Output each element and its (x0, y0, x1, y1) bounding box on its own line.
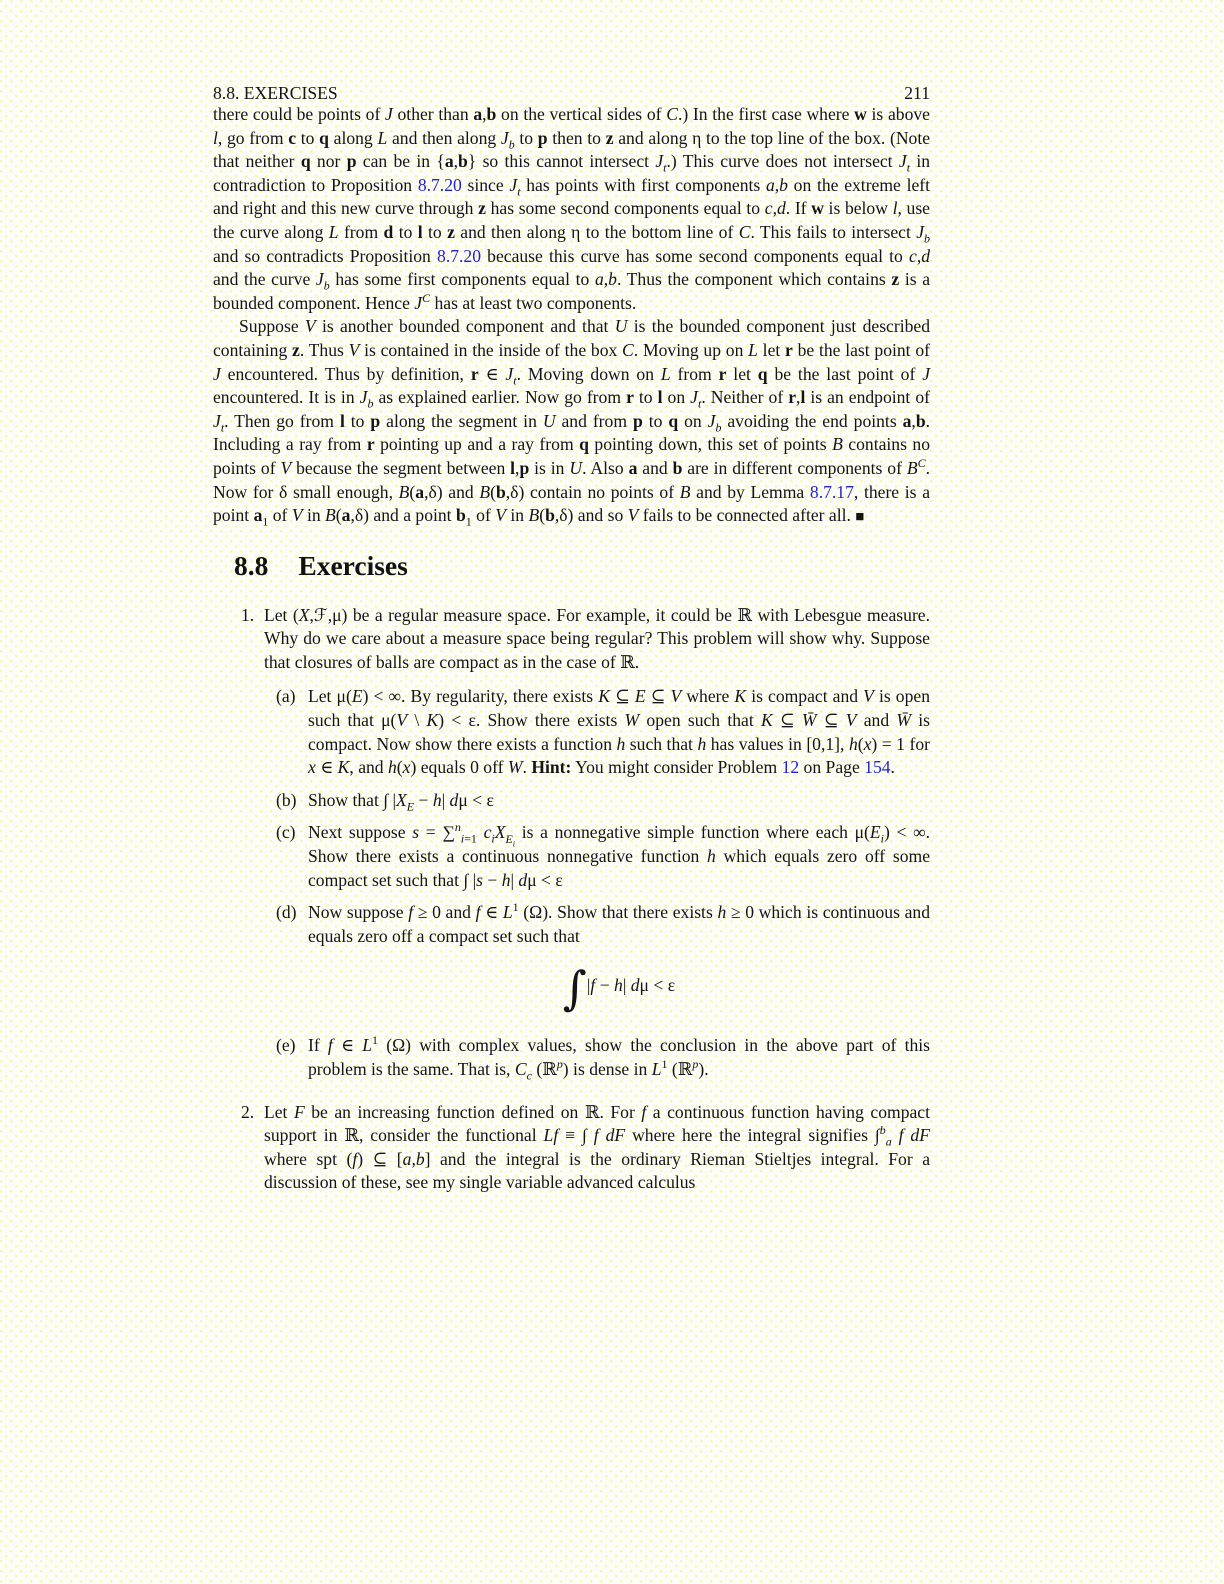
ref-proposition-8-7-20[interactable]: 8.7.20 (417, 174, 462, 195)
exercise-1-part-d (264, 901, 930, 1025)
text-column (213, 83, 930, 1195)
page-header (213, 83, 930, 103)
exercise-2-text: Let F be an increasing function defined on ℝ. For f a continuous function having compact support in ℝ, consider the functional Lf ≡ ∫ f dF where here the integral signifies ∫$^b_a$ f dF where spt (f) ⊆ [a,b] and the integral is the ordinary Rieman Stieltjes integral. For a discussion of these, see my single variable advanced calculus (264, 1101, 931, 1193)
exercise-1-part-b (264, 789, 930, 813)
part-a-text: Let μ(E) < ∞. By regularity, there exists K ⊆ E ⊆ V where K is compact and V is open such that μ(V \ K) < ε. Show there exists W open such that K ⊆ W̄ ⊆ V and W̄ is compact. Now show there exists a function h such that h has values in [0,1], h(x) = 1 for x ∈ K, and h(x) equals 0 off W. Hint: You might consider Problem 12 on Page 154. (308, 686, 930, 778)
exercise-1-part-e (264, 1034, 930, 1081)
part-d-label: (d) (276, 902, 297, 923)
part-a-label: (a) (276, 686, 296, 707)
section-number: 8.8 (234, 549, 269, 581)
exercise-1-number: 1. (241, 604, 255, 625)
exercise-1-part-c (264, 821, 930, 892)
integral-sign: ∫ (562, 961, 587, 1016)
ref-lemma-8-7-17[interactable]: 8.7.17 (809, 481, 854, 502)
exercise-1-part-a (264, 685, 930, 779)
exercise-item-1 (213, 604, 930, 1082)
page-number: 211 (904, 83, 930, 103)
ref-problem-12[interactable]: 12 (781, 757, 800, 778)
equation-body: |f − h| dμ < ε (586, 975, 676, 996)
exercise-2-number: 2. (241, 1101, 255, 1122)
ref-proposition-8-7-20-second[interactable]: 8.7.20 (437, 245, 481, 266)
exercise-1-intro: Let (X,ℱ,μ) be a regular measure space. For example, it could be ℝ with Lebesgue measure. Why do we care about a measure space being regular? This problem will show why. Suppose that closures of balls are compact as in the case of ℝ. (264, 604, 931, 672)
section-heading (234, 551, 930, 581)
proof-paragraph-2: Suppose V is another bounded component and that U is the bounded component just described containing z. Thus V is contained in the inside of the box C. Moving up on L let r be the last point of J encountered. Thus by definition, r ∈ $J_t$. Moving down on L from r let q be the last point of J encountered. It is in $J_b$ as explained earlier. Now go from r to l on $J_t$. Neither of r,l is an endpoint of $J_t$. Then go from l to p along the segment in U and from p to q on $J_b$ avoiding the end points a,b. Including a ray from r pointing up and a ray from q pointing down, this set of points B contains no points of V because the segment between l,p is in U. Also a and b are in different components of $B^C$. Now for δ small enough, B(a,δ) and B(b,δ) contain no points of B and by Lemma 8.7.17, there is a point $a_1$ of V in B(a,δ) and a point $b_1$ of V in B(b,δ) and so V fails to be connected after all. ■ (213, 316, 931, 529)
exercise-item-2 (213, 1101, 930, 1195)
section-title: Exercises (298, 549, 408, 581)
display-equation (308, 960, 930, 1016)
ref-page-154[interactable]: 154 (864, 757, 891, 778)
part-b-text: Show that ∫ $|X_E - h|$ dμ < ε (308, 789, 494, 814)
proof-paragraph-1: there could be points of J other than a,b on the vertical sides of C.) In the first case where w is above l, go from c to q along L and then along $J_b$ to p then to z and along η to the top line of the box. (Note that neither q nor p can be in {a,b} so this cannot intersect $J_t$.) This curve does not intersect $J_t$ in contradiction to Proposition 8.7.20 since $J_t$ has points with first components a,b on the extreme left and right and this new curve through z has some second components equal to c,d. If w is below l, use the curve along L from d to l to z and then along η to the bottom line of C. This fails to intersect $J_b$ and so contradicts Proposition 8.7.20 because this curve has some second components equal to c,d and the curve $J_b$ has some first components equal to a,b. Thus the component which contains z is a bounded component. Hence $J^C$ has at least two components. (213, 104, 931, 313)
running-head: 8.8. EXERCISES (213, 83, 338, 103)
part-d-text: Now suppose f ≥ 0 and f ∈ $L^1$ (Ω). Show that there exists h ≥ 0 which is continuous and equals zero off a compact set such that (308, 900, 930, 946)
part-e-label: (e) (276, 1035, 296, 1056)
part-c-text: Next suppose s = ∑$^n_{i=1}$ $c_iX_{E_i}$ is a nonnegative simple function where each $\mu(E_i)$ < ∞. Show there exists a continuous nonnegative function h which equals zero off some compact set such that ∫ |s − h| dμ < ε (308, 820, 931, 890)
part-c-label: (c) (276, 822, 296, 843)
part-b-label: (b) (276, 789, 297, 810)
qed-square: ■ (855, 509, 865, 526)
exercise-1-content (264, 604, 930, 1082)
part-e-text: If f ∈ $L^1$ (Ω) with complex values, show the conclusion in the above part of this problem is the same. That is, $C_c$ (ℝ$^p$) is dense in $L^1$ (ℝ$^p$). (308, 1033, 930, 1083)
